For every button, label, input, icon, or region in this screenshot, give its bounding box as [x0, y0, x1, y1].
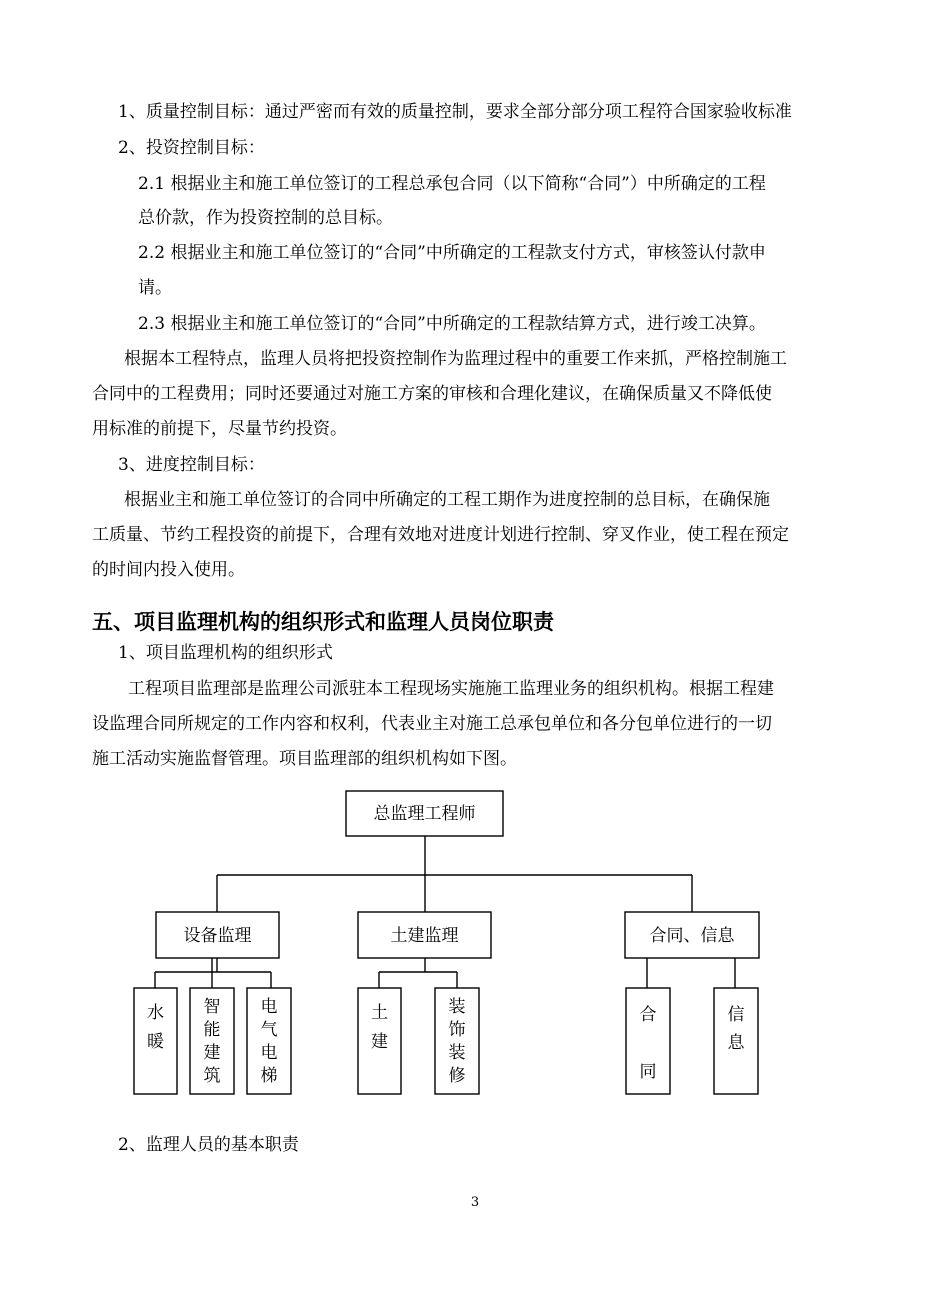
org-leaf-char: 电 — [260, 1043, 278, 1063]
org-node-root-label: 总监理工程师 — [373, 804, 476, 824]
org-leaf-char: 装 — [448, 997, 466, 1017]
org-leaf-decoration — [435, 988, 479, 1094]
paragraph-org-desc-line2: 设监理合同所规定的工作内容和权利，代表业主对施工总承包单位和各分包单位进行的一切 — [92, 714, 772, 734]
org-leaf-char: 修 — [448, 1066, 466, 1086]
paragraph-org-desc-line3: 施工活动实施监督管理。项目监理部的组织机构如下图。 — [92, 749, 517, 769]
org-leaf-smart-building — [190, 988, 234, 1094]
org-leaf-hvac — [134, 988, 177, 1094]
org-leaf-char: 电 — [260, 997, 278, 1017]
org-node-civil — [358, 912, 491, 958]
org-node-root — [346, 791, 503, 836]
paragraph-quality-goal: 1、质量控制目标：通过严密而有效的质量控制，要求全部分部分项工程符合国家验收标准 — [118, 102, 792, 122]
org-leaf-char: 气 — [260, 1020, 278, 1040]
paragraph-2-1-line1: 2.1 根据业主和施工单位签订的工程总承包合同（以下简称“合同”）中所确定的工程 — [138, 174, 766, 194]
section-title: 五、项目监理机构的组织形式和监理人员岗位职责 — [92, 610, 554, 634]
paragraph-2-2-line1: 2.2 根据业主和施工单位签订的“合同”中所确定的工程款支付方式，审核签认付款申 — [138, 243, 766, 263]
org-leaf-char: 土 — [371, 1003, 388, 1023]
paragraph-investment-detail-line2: 合同中的工程费用；同时还要通过对施工方案的审核和合理化建议，在确保质量又不降低使 — [92, 384, 772, 404]
org-leaf-char: 筑 — [203, 1066, 221, 1086]
org-node-equipment-label: 设备监理 — [183, 926, 252, 946]
org-leaf-contract — [626, 988, 670, 1094]
org-leaf-char: 息 — [727, 1033, 745, 1053]
org-leaf-char: 智 — [203, 997, 221, 1017]
org-leaf-char: 合 — [639, 1005, 657, 1025]
paragraph-2-1-line2: 总价款，作为投资控制的总目标。 — [138, 208, 393, 228]
org-leaf-char: 梯 — [260, 1066, 278, 1086]
paragraph-schedule-detail-line1: 根据业主和施工单位签订的合同中所确定的工程工期作为进度控制的总目标，在确保施 — [124, 490, 770, 510]
paragraph-schedule-detail-line2: 工质量、节约工程投资的前提下，合理有效地对进度计划进行控制、穿叉作业，使工程在预定 — [92, 525, 789, 545]
org-leaf-char: 建 — [203, 1043, 221, 1063]
org-node-equipment — [156, 912, 279, 958]
org-node-contract-info — [625, 912, 759, 958]
org-node-contract-info-label: 合同、信息 — [649, 926, 735, 946]
paragraph-investment-goal: 2、投资控制目标： — [118, 138, 265, 158]
paragraph-org-desc-line1: 工程项目监理部是监理公司派驻本工程现场实施施工监理业务的组织机构。根据工程建 — [128, 679, 774, 699]
org-leaf-char: 能 — [203, 1020, 221, 1040]
org-leaf-char: 水 — [147, 1003, 164, 1023]
paragraph-2-3: 2.3 根据业主和施工单位签订的“合同”中所确定的工程款结算方式，进行竣工决算。 — [138, 314, 766, 334]
paragraph-schedule-detail-line3: 的时间内投入使用。 — [92, 560, 245, 580]
paragraph-2-2-line2: 请。 — [138, 278, 172, 298]
org-leaf-electric-elevator — [247, 988, 291, 1094]
org-leaf-char: 暖 — [147, 1032, 164, 1052]
org-node-civil-label: 土建监理 — [390, 926, 459, 946]
org-leaf-char: 信 — [727, 1005, 745, 1025]
page-number: 3 — [470, 1195, 480, 1210]
paragraph-duties: 2、监理人员的基本职责 — [118, 1135, 299, 1155]
paragraph-investment-detail-line3: 用标准的前提下，尽量节约投资。 — [92, 419, 347, 439]
paragraph-schedule-goal: 3、进度控制目标： — [118, 455, 265, 475]
paragraph-org-form: 1、项目监理机构的组织形式 — [118, 643, 333, 663]
paragraph-investment-detail-line1: 根据本工程特点，监理人员将把投资控制作为监理过程中的重要工作来抓，严格控制施工 — [124, 349, 787, 369]
org-leaf-char: 饰 — [448, 1020, 466, 1040]
org-leaf-char: 装 — [448, 1043, 466, 1063]
org-leaf-char: 同 — [639, 1062, 657, 1082]
org-leaf-char: 建 — [371, 1032, 388, 1052]
org-leaf-civil — [358, 988, 401, 1094]
org-leaf-information — [714, 988, 758, 1094]
